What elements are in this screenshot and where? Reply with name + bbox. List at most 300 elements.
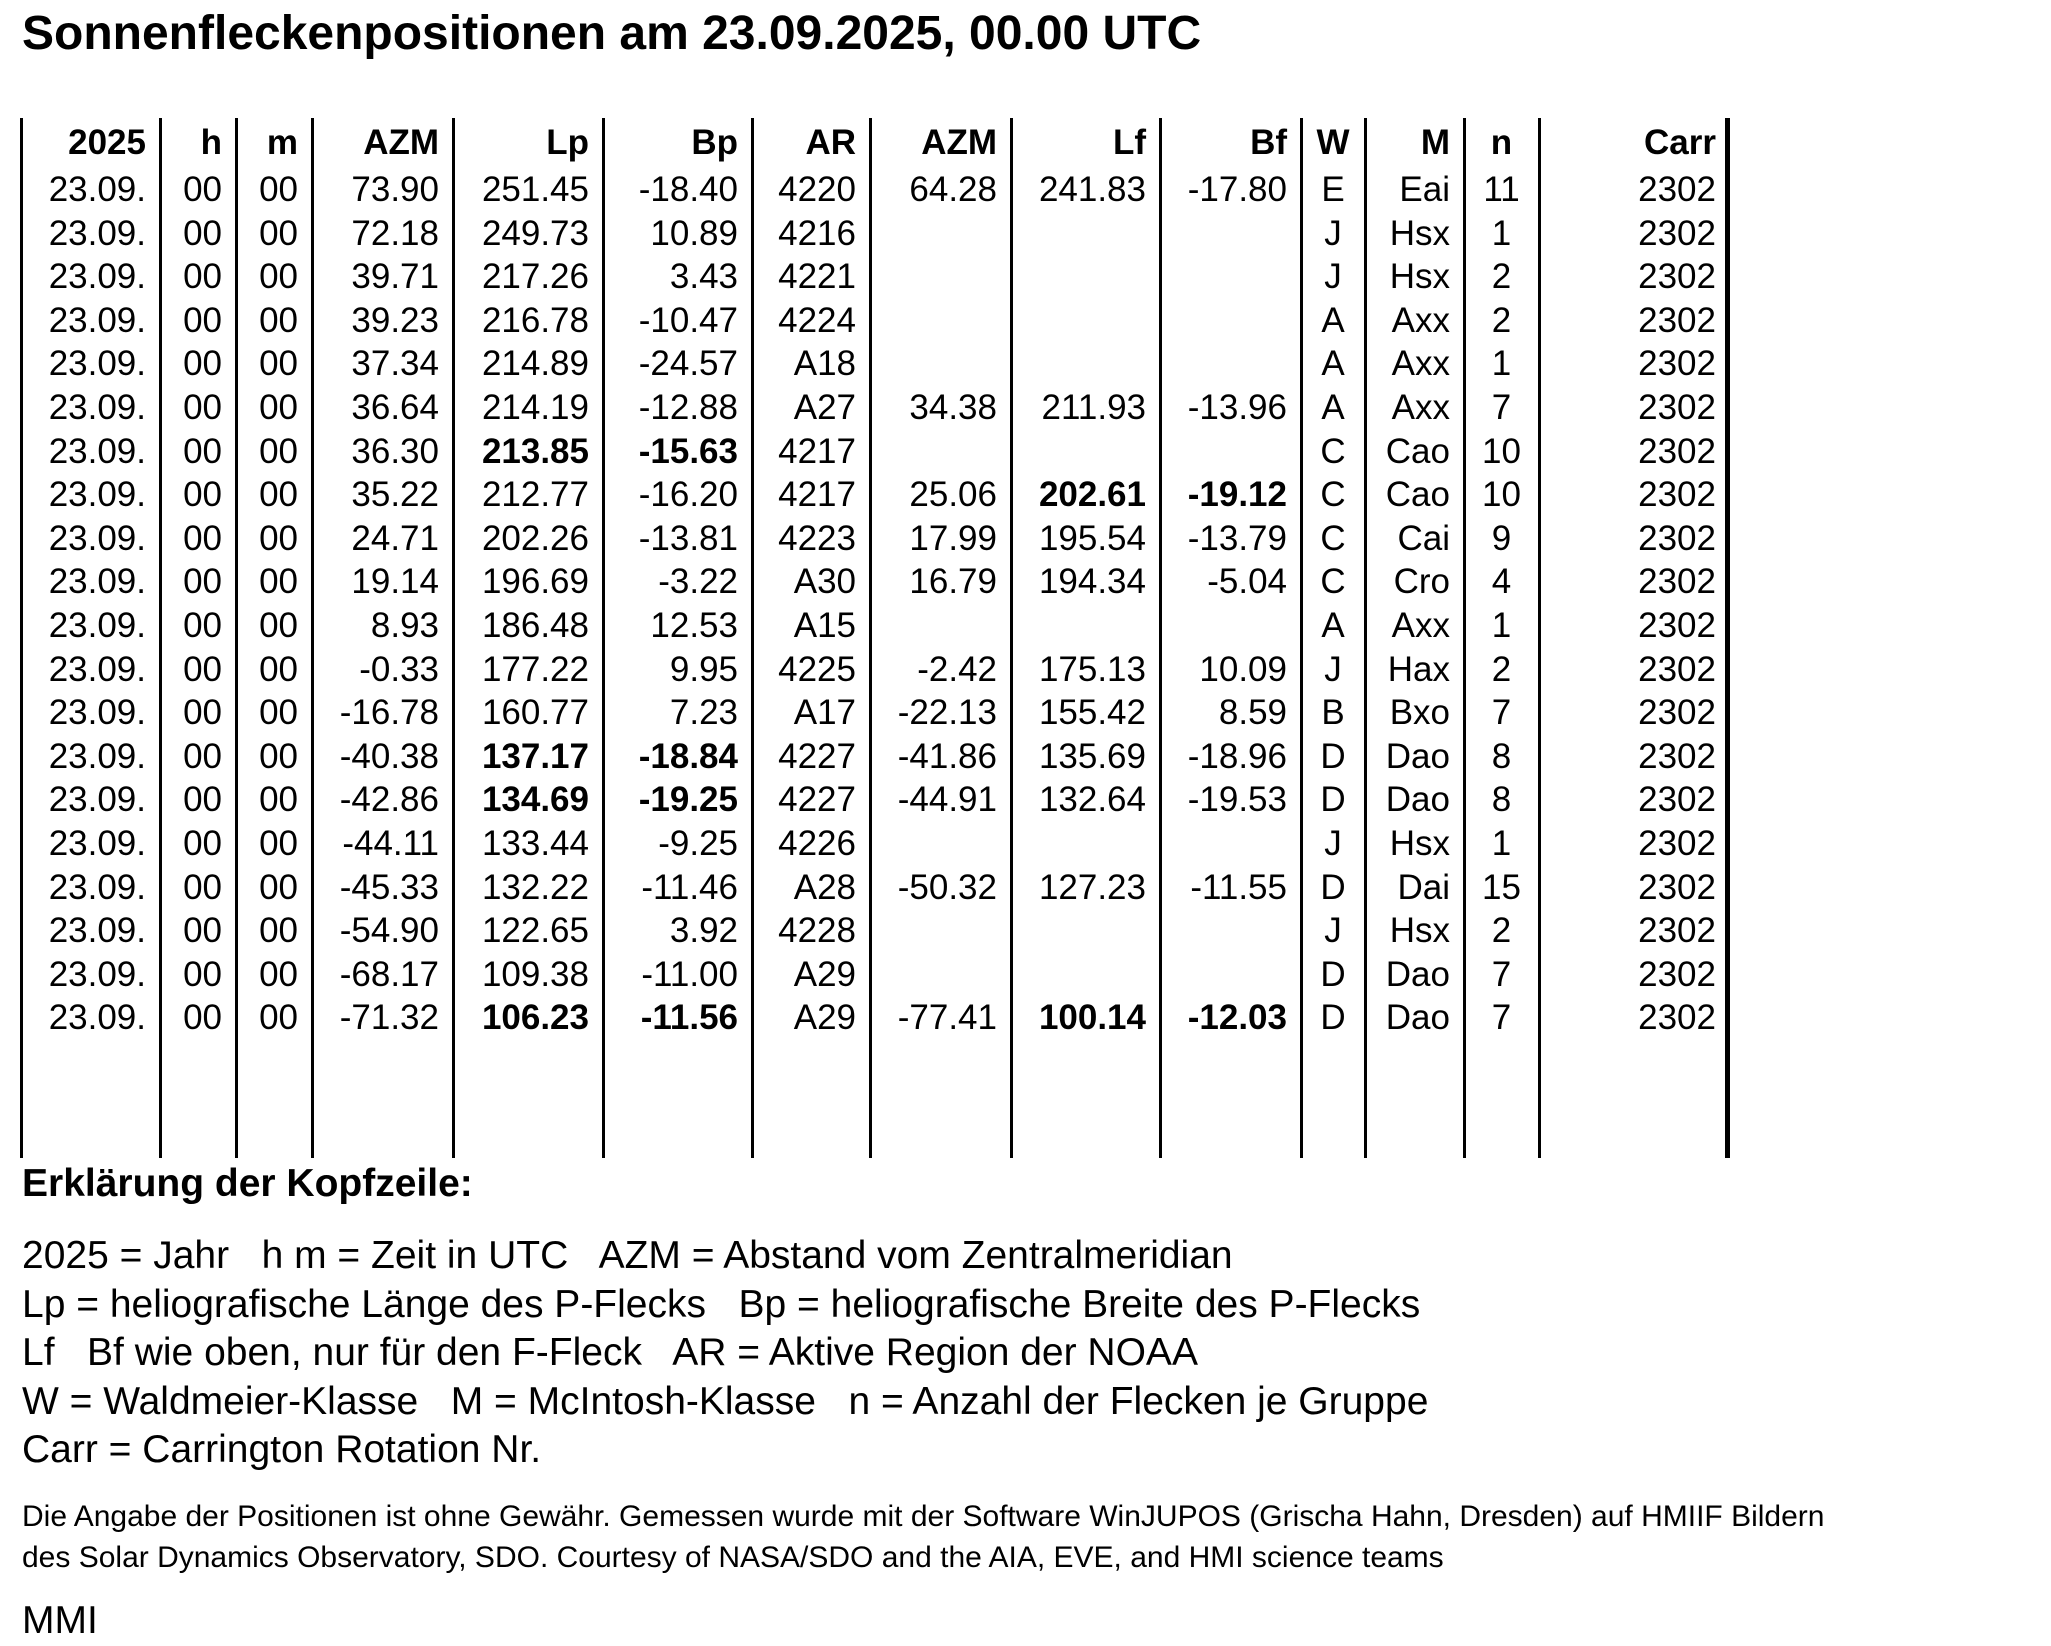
table-cell: -13.96 (1187, 387, 1287, 427)
table-cell: 212.77 (481, 475, 589, 515)
table-cell: Cai (1397, 518, 1450, 558)
table-cell (870, 822, 1011, 866)
table-cell: 2302 (1638, 387, 1716, 427)
column-header: m (266, 123, 298, 162)
table-cell: 2 (1491, 257, 1512, 297)
table-cell: 00 (259, 257, 298, 297)
table-cell: 2302 (1638, 823, 1716, 863)
table-cell: 00 (259, 736, 298, 776)
table-cell: Hsx (1389, 257, 1450, 297)
table-cell: 37.34 (351, 344, 439, 384)
table-cell: 216.78 (481, 300, 589, 340)
table-row (20, 691, 1730, 735)
table-cell: -16.78 (339, 693, 439, 733)
table-cell: 24.71 (351, 518, 439, 558)
table-cell: 23.09. (48, 998, 146, 1038)
table-cell: -19.25 (638, 780, 738, 820)
table-cell: 2302 (1638, 300, 1716, 340)
column-divider (235, 118, 238, 1158)
table-cell: Hsx (1389, 911, 1450, 951)
table-cell: 2302 (1638, 649, 1716, 689)
table-cell: Axx (1391, 605, 1450, 645)
table-cell: A29 (793, 954, 856, 994)
table-cell: 7 (1491, 693, 1512, 733)
column-header: h (200, 123, 222, 162)
column-divider (869, 118, 872, 1158)
table-cell: 23.09. (48, 257, 146, 297)
sunspot-table-frame (20, 118, 1730, 1158)
table-cell: 196.69 (481, 562, 589, 602)
table-cell: B (1321, 693, 1345, 733)
sunspot-table (20, 118, 1730, 1040)
table-cell: 7.23 (669, 693, 738, 733)
table-cell (1011, 430, 1160, 474)
column-header: 2025 (68, 123, 146, 162)
table-cell: 10 (1482, 475, 1521, 515)
table-row (20, 255, 1730, 299)
table-cell: 00 (259, 387, 298, 427)
table-cell: -12.88 (638, 387, 738, 427)
table-cell: 00 (259, 867, 298, 907)
table-cell: J (1324, 911, 1342, 951)
table-cell: J (1324, 823, 1342, 863)
table-cell: 214.89 (481, 344, 589, 384)
table-cell: Dao (1385, 998, 1450, 1038)
table-cell: D (1320, 867, 1346, 907)
table-cell (870, 212, 1011, 256)
column-divider (602, 118, 605, 1158)
table-body (20, 168, 1730, 1040)
table-cell: 1 (1491, 605, 1512, 645)
table-cell: J (1324, 257, 1342, 297)
table-cell: 00 (183, 257, 222, 297)
table-cell: 4220 (778, 170, 856, 209)
table-cell: 64.28 (909, 170, 997, 209)
table-cell: 109.38 (481, 954, 589, 994)
table-cell: -41.86 (897, 736, 997, 776)
explanation-line: 2025 = Jahr h m = Zeit in UTC AZM = Abstand vom Zentralmeridian (22, 1234, 1233, 1277)
table-cell: -17.80 (1187, 170, 1287, 209)
table-cell: 1 (1491, 344, 1512, 384)
table-cell: 3.92 (669, 911, 738, 951)
table-row (20, 560, 1730, 604)
table-cell: 23.09. (48, 387, 146, 427)
table-cell: 132.22 (481, 867, 589, 907)
table-cell: 36.30 (351, 431, 439, 471)
column-divider (1364, 118, 1367, 1158)
disclaimer-line: des Solar Dynamics Observatory, SDO. Courtesy of NASA/SDO and the AIA, EVE, and HMI science teams (22, 1541, 1444, 1574)
table-cell: Axx (1391, 300, 1450, 340)
table-cell: 23.09. (48, 911, 146, 951)
table-cell: 11 (1483, 170, 1520, 209)
table-cell: A (1321, 300, 1345, 340)
column-header: AZM (363, 123, 439, 162)
table-cell: 00 (183, 954, 222, 994)
table-cell: -18.96 (1187, 736, 1287, 776)
table-cell: 35.22 (351, 475, 439, 515)
table-cell: Dao (1385, 736, 1450, 776)
table-row (20, 168, 1730, 212)
table-cell: -13.79 (1187, 518, 1287, 558)
table-cell: Cro (1393, 562, 1450, 602)
table-cell: -40.38 (339, 736, 439, 776)
table-cell: Dao (1385, 954, 1450, 994)
explanation-line: Lf Bf wie oben, nur für den F-Fleck AR = Aktive Region der NOAA (22, 1331, 1198, 1374)
table-cell (1160, 430, 1301, 474)
table-row (20, 604, 1730, 648)
page-title: Sonnenfleckenpositionen am 23.09.2025, 00.00 UTC (22, 7, 1202, 60)
table-cell: 213.85 (481, 431, 589, 471)
table-cell: 23.09. (48, 867, 146, 907)
table-cell: 214.19 (481, 387, 589, 427)
column-divider (1300, 118, 1303, 1158)
table-row (20, 473, 1730, 517)
column-header: AZM (921, 123, 997, 162)
table-cell: 8.59 (1218, 693, 1287, 733)
table-cell: Dai (1397, 867, 1450, 907)
table-cell (1011, 909, 1160, 953)
column-header: Lf (1112, 123, 1146, 162)
table-cell: 134.69 (481, 780, 589, 820)
table-cell: 00 (259, 780, 298, 820)
table-cell: -19.53 (1187, 780, 1287, 820)
column-divider (1159, 118, 1162, 1158)
table-cell (1160, 822, 1301, 866)
table-cell: 23.09. (48, 736, 146, 776)
table-row (20, 342, 1730, 386)
table-cell: 186.48 (481, 605, 589, 645)
table-cell: 3.43 (669, 257, 738, 297)
table-cell: 00 (259, 431, 298, 471)
table-cell (1160, 909, 1301, 953)
table-cell (870, 342, 1011, 386)
table-cell: 00 (259, 605, 298, 645)
column-header: n (1490, 123, 1513, 162)
table-cell: 00 (259, 693, 298, 733)
table-cell: 34.38 (909, 387, 997, 427)
table-cell: D (1320, 954, 1346, 994)
table-cell: 2302 (1638, 170, 1716, 209)
table-cell: 106.23 (481, 998, 589, 1038)
table-cell: A18 (793, 344, 856, 384)
column-divider (1463, 118, 1466, 1158)
table-cell: C (1320, 475, 1346, 515)
table-cell: 4 (1491, 562, 1512, 602)
table-cell: A (1321, 387, 1345, 427)
table-cell (870, 299, 1011, 343)
table-cell: 2302 (1638, 867, 1716, 907)
table-cell: 00 (183, 518, 222, 558)
table-cell: 00 (183, 562, 222, 602)
table-cell: Eai (1399, 170, 1450, 209)
table-cell: 100.14 (1038, 998, 1146, 1038)
table-cell: 2302 (1638, 257, 1716, 297)
table-cell (870, 909, 1011, 953)
table-cell: A29 (793, 998, 856, 1038)
table-cell: 00 (259, 911, 298, 951)
column-divider (159, 118, 162, 1158)
table-cell: 23.09. (48, 823, 146, 863)
table-cell: 1 (1491, 213, 1512, 253)
explanation-line: Carr = Carrington Rotation Nr. (22, 1428, 542, 1471)
table-cell (1160, 299, 1301, 343)
column-header: Bp (691, 123, 738, 162)
table-cell: D (1320, 780, 1346, 820)
table-cell: 00 (183, 431, 222, 471)
table-cell: 155.42 (1038, 693, 1146, 733)
table-cell: 135.69 (1038, 736, 1146, 776)
table-cell: 23.09. (48, 213, 146, 253)
table-cell: -19.12 (1187, 475, 1287, 515)
table-row (20, 778, 1730, 822)
table-cell: 00 (183, 170, 222, 209)
table-row (20, 299, 1730, 343)
table-cell: -16.20 (638, 475, 738, 515)
table-row (20, 866, 1730, 910)
table-row (20, 386, 1730, 430)
table-cell: 23.09. (48, 605, 146, 645)
table-cell: Hsx (1389, 213, 1450, 253)
table-cell: 12.53 (650, 605, 738, 645)
column-header: Bf (1250, 123, 1287, 162)
table-cell: 8 (1491, 736, 1512, 776)
table-cell: 4217 (778, 475, 856, 515)
table-cell: Hax (1387, 649, 1450, 689)
column-divider (311, 118, 314, 1158)
table-cell: 23.09. (48, 170, 146, 209)
table-cell (870, 953, 1011, 997)
table-cell: -44.91 (897, 780, 997, 820)
table-cell: C (1320, 431, 1346, 471)
table-cell: 160.77 (481, 693, 589, 733)
table-cell: 2302 (1638, 431, 1716, 471)
table-cell: 00 (259, 998, 298, 1038)
table-cell: 4223 (778, 518, 856, 558)
table-cell: 202.61 (1038, 475, 1146, 515)
table-cell: -5.04 (1207, 562, 1287, 602)
table-cell: 4227 (778, 736, 856, 776)
table-cell: 4217 (778, 431, 856, 471)
table-cell: 00 (183, 649, 222, 689)
table-row (20, 212, 1730, 256)
table-cell: -10.47 (638, 300, 738, 340)
table-cell: 00 (183, 344, 222, 384)
table-cell: -11.56 (640, 998, 738, 1038)
table-cell: 39.71 (351, 257, 439, 297)
table-cell: 175.13 (1038, 649, 1146, 689)
table-cell: -54.90 (339, 911, 439, 951)
table-cell (1011, 342, 1160, 386)
table-row (20, 953, 1730, 997)
table-cell: 7 (1491, 954, 1512, 994)
table-cell: 137.17 (481, 736, 589, 776)
table-cell: 00 (259, 562, 298, 602)
column-header: Lp (546, 123, 589, 162)
table-cell: -13.81 (638, 518, 738, 558)
table-cell: A30 (793, 562, 856, 602)
table-cell: -11.55 (1190, 867, 1287, 907)
table-cell: -3.22 (658, 562, 738, 602)
column-divider (1538, 118, 1541, 1158)
table-cell: 9.95 (669, 649, 738, 689)
table-cell: A (1321, 605, 1345, 645)
table-cell: 00 (259, 518, 298, 558)
table-cell: 7 (1491, 998, 1512, 1038)
table-cell (1160, 255, 1301, 299)
table-cell: Hsx (1389, 823, 1450, 863)
table-cell: 4226 (778, 823, 856, 863)
table-cell: A27 (793, 387, 856, 427)
table-cell: 2302 (1638, 518, 1716, 558)
table-cell: 17.99 (909, 518, 997, 558)
table-header-row (20, 118, 1730, 168)
table-row (20, 996, 1730, 1040)
table-cell: 4216 (778, 213, 856, 253)
table-cell: 00 (259, 300, 298, 340)
table-cell: 2 (1491, 911, 1512, 951)
table-cell: 23.09. (48, 954, 146, 994)
disclaimer (22, 1496, 1824, 1578)
table-cell: -9.25 (658, 823, 738, 863)
table-cell: -11.46 (641, 867, 738, 907)
table-cell: -50.32 (897, 867, 997, 907)
table-cell: 251.45 (481, 170, 589, 209)
table-cell: 00 (183, 736, 222, 776)
table-cell: 36.64 (351, 387, 439, 427)
table-cell: 39.23 (351, 300, 439, 340)
column-divider (1010, 118, 1013, 1158)
table-cell: 177.22 (481, 649, 589, 689)
table-cell: 8 (1491, 780, 1512, 820)
table-cell: 7 (1491, 387, 1512, 427)
column-header: Carr (1644, 123, 1716, 162)
table-cell: 249.73 (481, 213, 589, 253)
table-cell: 4227 (778, 780, 856, 820)
table-cell: -18.40 (638, 170, 738, 209)
table-cell: -18.84 (638, 736, 738, 776)
table-cell: 23.09. (48, 300, 146, 340)
table-cell: 241.83 (1038, 170, 1146, 209)
column-divider (1725, 118, 1730, 1158)
table-cell: -15.63 (638, 431, 738, 471)
table-cell: -42.86 (339, 780, 439, 820)
table-cell: 15 (1482, 867, 1521, 907)
explanation-title: Erklärung der Kopfzeile: (22, 1162, 473, 1205)
table-cell: -45.33 (339, 867, 439, 907)
table-cell: 00 (259, 475, 298, 515)
table-cell: Cao (1385, 431, 1450, 471)
table-cell: D (1320, 998, 1346, 1038)
table-cell: 23.09. (48, 344, 146, 384)
table-cell: 00 (183, 911, 222, 951)
table-cell: 10.89 (650, 213, 738, 253)
explanation-text (22, 1232, 1428, 1475)
table-cell: 4221 (778, 257, 856, 297)
table-cell: 25.06 (909, 475, 997, 515)
table-cell: 19.14 (351, 562, 439, 602)
table-cell: Dao (1385, 780, 1450, 820)
table-cell: 1 (1491, 823, 1512, 863)
table-cell: -22.13 (897, 693, 997, 733)
table-cell: 00 (183, 693, 222, 733)
table-cell: 4228 (778, 911, 856, 951)
table-row (20, 517, 1730, 561)
table-cell (1011, 953, 1160, 997)
table-row (20, 909, 1730, 953)
table-cell: Axx (1391, 344, 1450, 384)
table-cell: 4225 (778, 649, 856, 689)
table-cell (1011, 255, 1160, 299)
table-cell: 00 (183, 605, 222, 645)
table-cell (1011, 299, 1160, 343)
table-cell: 23.09. (48, 780, 146, 820)
explanation-line: W = Waldmeier-Klasse M = McIntosh-Klasse n = Anzahl der Flecken je Gruppe (22, 1379, 1429, 1423)
table-cell (870, 430, 1011, 474)
table-cell (1160, 604, 1301, 648)
table-cell (870, 255, 1011, 299)
column-divider (751, 118, 754, 1158)
signature: MMI (22, 1599, 98, 1642)
table-cell: 23.09. (48, 431, 146, 471)
table-cell: 10.09 (1199, 649, 1287, 689)
table-cell: D (1320, 736, 1346, 776)
table-cell: 2302 (1638, 736, 1716, 776)
table-cell: 2302 (1638, 605, 1716, 645)
table-cell: 00 (183, 867, 222, 907)
table-cell: 00 (259, 649, 298, 689)
table-cell (1160, 212, 1301, 256)
table-cell: 00 (183, 780, 222, 820)
table-cell: 2302 (1638, 954, 1716, 994)
table-cell: 00 (259, 344, 298, 384)
column-divider (452, 118, 455, 1158)
table-row (20, 735, 1730, 779)
table-cell: Bxo (1389, 693, 1450, 733)
table-cell: 2302 (1638, 475, 1716, 515)
table-cell: 00 (183, 300, 222, 340)
table-cell: -0.33 (359, 649, 439, 689)
column-divider (20, 118, 23, 1158)
table-cell: -44.11 (342, 823, 439, 863)
table-cell: 2302 (1638, 562, 1716, 602)
table-row (20, 822, 1730, 866)
table-cell: -68.17 (339, 954, 439, 994)
table-cell: 2302 (1638, 344, 1716, 384)
table-cell: 122.65 (481, 911, 589, 951)
table-cell: 2302 (1638, 213, 1716, 253)
table-cell: C (1320, 562, 1346, 602)
explanation-line: Lp = heliografische Länge des P-Flecks Bp = heliografische Breite des P-Flecks (22, 1282, 1421, 1326)
table-cell: -71.32 (339, 998, 439, 1038)
table-cell: 00 (183, 475, 222, 515)
table-cell: Cao (1385, 475, 1450, 515)
table-cell: A28 (793, 867, 856, 907)
table-cell: 2302 (1638, 693, 1716, 733)
table-cell: 211.93 (1041, 387, 1146, 427)
table-cell: 195.54 (1038, 518, 1146, 558)
table-cell: 2302 (1638, 911, 1716, 951)
table-cell: J (1324, 213, 1342, 253)
table-cell: E (1321, 170, 1345, 209)
table-cell: 9 (1491, 518, 1512, 558)
table-cell: 2302 (1638, 998, 1716, 1038)
column-header: W (1316, 123, 1350, 162)
table-cell: 23.09. (48, 562, 146, 602)
table-cell: 00 (183, 998, 222, 1038)
table-cell: 16.79 (909, 562, 997, 602)
table-cell: 4224 (778, 300, 856, 340)
table-cell: J (1324, 649, 1342, 689)
